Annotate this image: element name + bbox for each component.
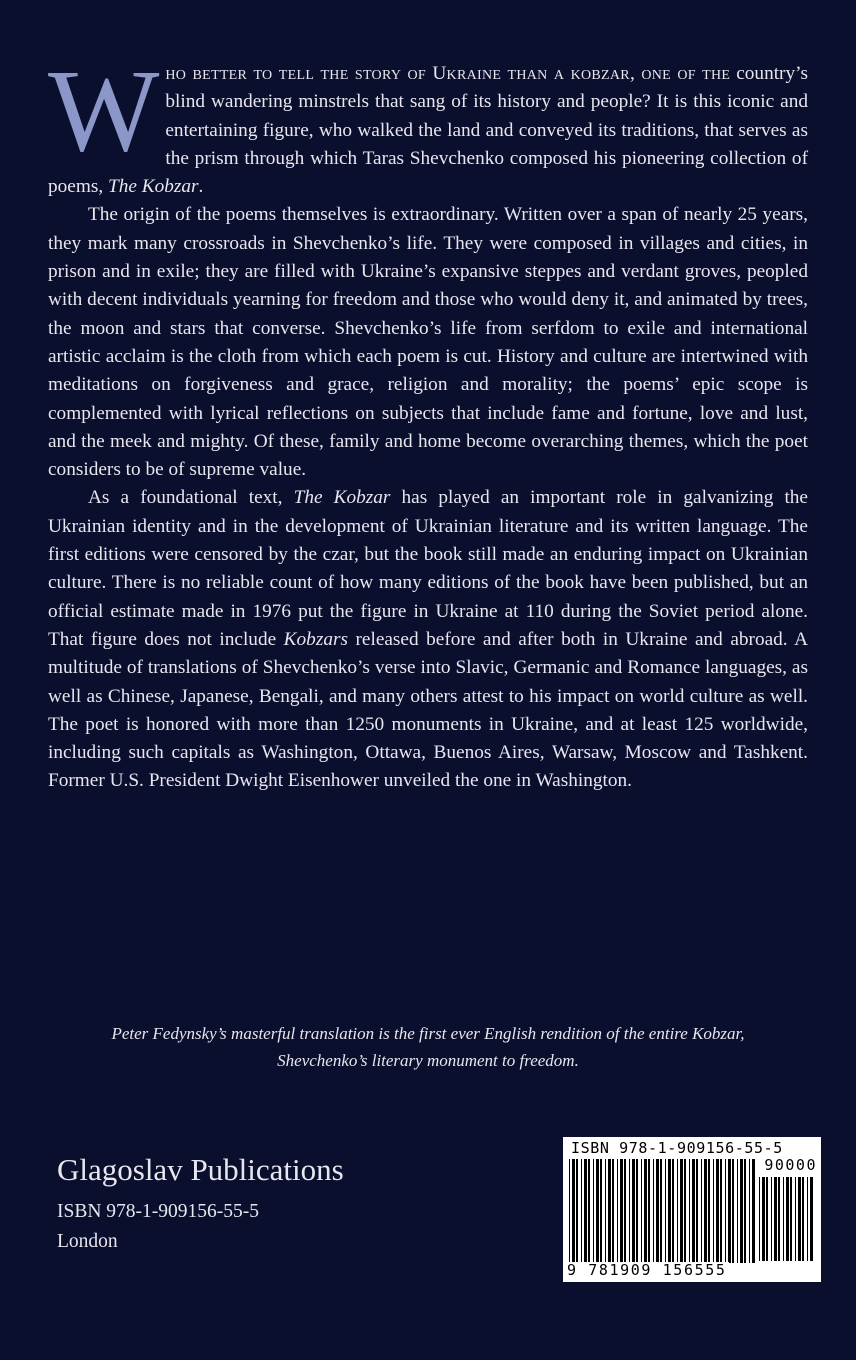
pull-quote	[48, 1020, 808, 1074]
barcode-bar	[740, 1159, 743, 1263]
book-title-ref: The Kobzar	[293, 487, 391, 509]
isbn-text: ISBN 978-1-909156-55-5	[57, 1201, 260, 1222]
barcode-bar	[576, 1159, 578, 1263]
barcode-bar	[778, 1177, 780, 1261]
barcode-bar	[713, 1159, 714, 1263]
barcode-bar	[704, 1159, 707, 1263]
barcode-bar	[636, 1159, 638, 1263]
barcode-bar	[677, 1159, 678, 1263]
barcode-bar	[759, 1177, 760, 1261]
period: .	[198, 176, 204, 198]
barcode-bar	[766, 1177, 768, 1261]
barcode-bar	[641, 1159, 642, 1263]
barcode-bar	[593, 1159, 594, 1263]
isbn-barcode	[563, 1137, 821, 1282]
barcode-bar	[790, 1177, 792, 1261]
barcode-bar	[728, 1159, 731, 1263]
barcode-bar	[569, 1159, 570, 1263]
barcode-bar	[795, 1177, 796, 1261]
barcode-bars	[569, 1159, 755, 1263]
barcode-bar	[624, 1159, 626, 1263]
kobzars-ref: Kobzars	[283, 628, 348, 650]
back-cover-blurb	[48, 45, 808, 796]
publisher-name: Glagoslav Publications	[57, 1152, 344, 1187]
opening-smallcaps: ho better to tell the story of Ukraine than a kobzar, one of the	[165, 63, 731, 84]
barcode-bar	[608, 1159, 611, 1263]
barcode-bar	[802, 1177, 804, 1261]
blurb-paragraph-3-c: released before and after both in Ukraine and abroad. A multitude of translations of Shevchenko’s verse into Slavic, Germanic and Romance languages, as well as Chinese, Japanese, Bengali, and many others attest to his impact on world culture as well. The poet is honored with more than 1250 monuments in Ukraine, and at least 125 worldwide, including such capitals as Washington, Ottawa, Buenos Aires, Warsaw, Moscow and Tashkent. Former U.S. President Dwight Eisenhower unveiled the one in Washington.	[48, 628, 808, 792]
barcode-bar	[572, 1159, 575, 1263]
barcode-bar	[774, 1177, 777, 1261]
barcode-bar	[762, 1177, 765, 1261]
barcode-bar	[732, 1159, 734, 1263]
barcode-bar	[605, 1159, 606, 1263]
barcode-bar	[725, 1159, 726, 1263]
barcode-bar	[771, 1177, 772, 1261]
barcode-bar	[720, 1159, 722, 1263]
barcode-bar	[692, 1159, 695, 1263]
blurb-paragraph-3-a: As a foundational text,	[88, 487, 294, 509]
barcode-bar	[617, 1159, 618, 1263]
barcode-bar	[668, 1159, 671, 1263]
barcode-digits: 9 781909 156555	[567, 1262, 729, 1279]
book-title-ref: The Kobzar	[107, 176, 199, 198]
barcode-bar	[749, 1159, 750, 1263]
barcode-addon-label: 90000	[764, 1156, 817, 1174]
barcode-bar	[701, 1159, 702, 1263]
barcode-bar	[744, 1159, 746, 1263]
barcode-bar	[716, 1159, 719, 1263]
blurb-paragraph-1-text: country’s blind wandering minstrels that sang of its history and people? It is this iconic and entertaining figure, who walked the land and conveyed its traditions, that serves as the prism through which Taras Shevchenko composed his pioneering collection of poems,	[48, 63, 808, 198]
drop-cap: W	[48, 45, 160, 176]
barcode-bar	[752, 1159, 755, 1263]
barcode-bar	[629, 1159, 630, 1263]
barcode-bar	[600, 1159, 602, 1263]
barcode-isbn-label: ISBN 978-1-909156-55-5	[571, 1139, 783, 1157]
barcode-bar	[648, 1159, 650, 1263]
pull-quote-line-1: Peter Fedynsky’s masterful translation is the first ever English rendition of the entire Kobzar,	[111, 1024, 745, 1043]
barcode-bar	[656, 1159, 659, 1263]
barcode-bar	[786, 1177, 789, 1261]
barcode-bar	[708, 1159, 710, 1263]
barcode-bar	[588, 1159, 590, 1263]
blurb-paragraph-2: The origin of the poems themselves is extraordinary. Written over a span of nearly 25 years, they mark many crossroads in Shevchenko’s life. They were composed in villages and cities, in prison and in exile; they are filled with Ukraine’s expansive steppes and verdant groves, peopled with decent individuals yearning for freedom and those who would deny it, and animated by trees, the moon and stars that converse. Shevchenko’s life from serfdom to exile and international artistic acclaim is the cloth from which each poem is cut. History and culture are intertwined with meditations on forgiveness and grace, religion and morality; the poems’ epic scope is complemented with lyrical reflections on subjects that include fame and fortune, love and lust, and the meek and mighty. Of these, family and home become overarching themes, which the poet considers to be of supreme value.	[48, 204, 808, 481]
barcode-bar	[612, 1159, 614, 1263]
barcode-bar	[620, 1159, 623, 1263]
barcode-bar	[596, 1159, 599, 1263]
barcode-bar	[644, 1159, 647, 1263]
barcode-bar	[807, 1177, 808, 1261]
publisher-city: London	[57, 1231, 118, 1252]
barcode-bar	[798, 1177, 801, 1261]
barcode-bar	[783, 1177, 784, 1261]
blurb-paragraph-3-b: has played an important role in galvanizing the Ukrainian identity and in the development of Ukrainian literature and its written language. The first editions were censored by the czar, but the book still made an enduring impact on Ukrainian culture. There is no reliable count of how many editions of the book have been published, but an official estimate made in 1976 put the figure in Ukraine at 110 during the Soviet period alone. That figure does not include	[48, 487, 808, 650]
barcode-bar	[660, 1159, 662, 1263]
barcode-bar	[680, 1159, 683, 1263]
barcode-bar	[584, 1159, 587, 1263]
barcode-bar	[581, 1159, 582, 1263]
barcode-bar	[653, 1159, 654, 1263]
barcode-bar	[737, 1159, 738, 1263]
barcode-bar	[632, 1159, 635, 1263]
barcode-bar	[810, 1177, 813, 1261]
blurb-paragraph-1	[48, 45, 808, 201]
barcode-bar	[689, 1159, 690, 1263]
pull-quote-line-2: Shevchenko’s literary monument to freedom.	[277, 1051, 579, 1070]
barcode-bar	[672, 1159, 674, 1263]
blurb-paragraph-3	[48, 484, 808, 795]
barcode-addon-bars	[759, 1177, 815, 1261]
barcode-bar	[684, 1159, 686, 1263]
barcode-bar	[696, 1159, 698, 1263]
barcode-bar	[665, 1159, 666, 1263]
